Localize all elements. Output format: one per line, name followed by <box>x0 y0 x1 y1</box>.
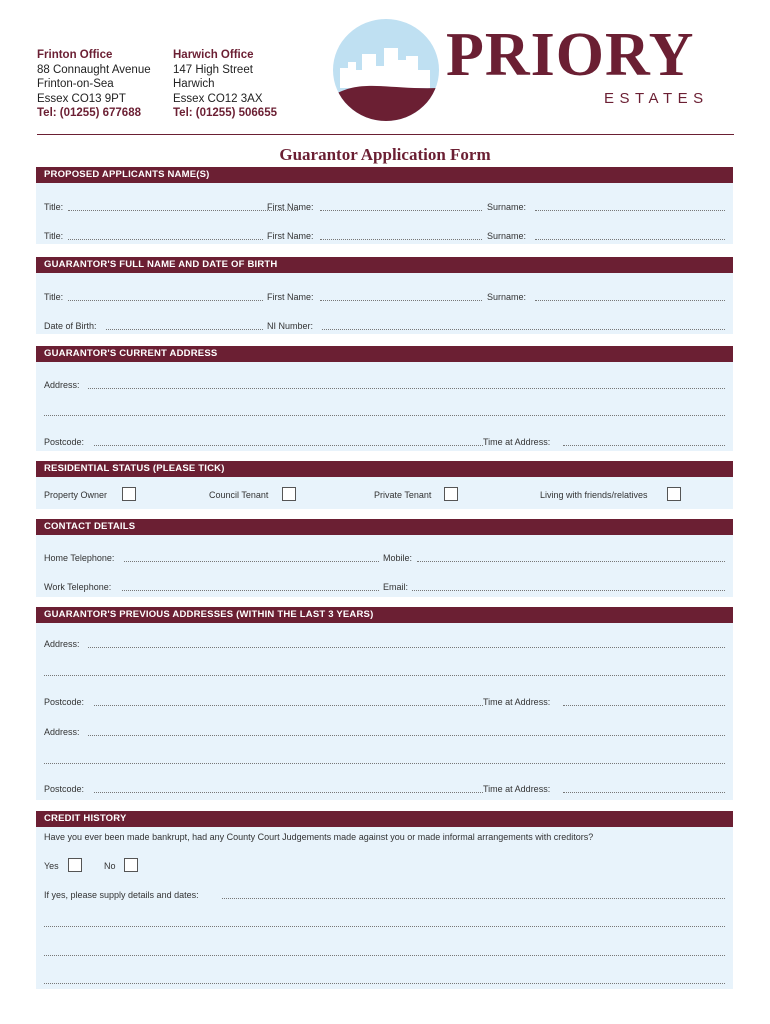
email-field[interactable] <box>412 590 725 591</box>
previous-time-1-field[interactable] <box>563 705 725 706</box>
previous-address-2-field[interactable] <box>88 735 725 736</box>
field-label: First Name: <box>267 292 314 302</box>
field-label: Postcode: <box>44 697 85 707</box>
office-address-line: 147 High Street <box>173 63 253 76</box>
first-name-field-2[interactable] <box>320 239 482 240</box>
field-label: Mobile: <box>383 553 413 563</box>
time-at-address-field[interactable] <box>563 445 725 446</box>
first-name-field-1[interactable] <box>320 210 482 211</box>
date-of-birth-field[interactable] <box>106 329 263 330</box>
harwich-office <box>173 48 277 121</box>
header-divider <box>37 134 734 135</box>
office-name: Frinton Office <box>37 49 113 61</box>
option-label: Private Tenant <box>374 490 432 500</box>
field-label: Postcode: <box>44 784 85 794</box>
office-address-line: Essex CO12 3AX <box>173 92 263 105</box>
office-address-line: Harwich <box>173 78 215 91</box>
form-title: Guarantor Application Form <box>279 145 491 164</box>
option-label: Council Tenant <box>209 490 269 500</box>
letterhead <box>0 0 770 140</box>
office-address-line: Essex CO13 9PT <box>37 92 126 105</box>
section-credit-history <box>36 811 733 989</box>
priory-logo-icon <box>332 18 440 122</box>
credit-details-line-2[interactable] <box>44 926 725 927</box>
section-header: PROPOSED APPLICANTS NAME(S) <box>36 167 733 183</box>
field-label: Date of Birth: <box>44 321 97 331</box>
option-label: No <box>104 861 116 871</box>
field-label: Postcode: <box>44 437 85 447</box>
option-label: Living with friends/relatives <box>540 490 648 500</box>
section-header: RESIDENTIAL STATUS (PLEASE TICK) <box>36 461 733 477</box>
credit-details-line-4[interactable] <box>44 983 725 984</box>
field-label: Surname: <box>487 292 527 302</box>
field-label: Title: <box>44 292 64 302</box>
field-label: First Name: <box>267 202 314 212</box>
credit-yes-checkbox[interactable] <box>68 858 82 872</box>
field-label: Home Telephone: <box>44 553 115 563</box>
council-tenant-checkbox[interactable] <box>282 487 296 501</box>
field-label: First Name: <box>267 231 314 241</box>
option-label: Property Owner <box>44 490 108 500</box>
private-tenant-checkbox[interactable] <box>444 487 458 501</box>
mobile-field[interactable] <box>417 561 725 562</box>
living-with-friends-checkbox[interactable] <box>667 487 681 501</box>
section-guarantor-name <box>36 257 733 334</box>
current-address-field-line-2[interactable] <box>44 415 725 416</box>
section-residential-status <box>36 461 733 509</box>
section-contact-details <box>36 519 733 597</box>
guarantor-surname-field[interactable] <box>535 300 725 301</box>
home-telephone-field[interactable] <box>124 561 379 562</box>
field-label: Title: <box>44 202 64 212</box>
postcode-field[interactable] <box>94 445 483 446</box>
credit-no-checkbox[interactable] <box>124 858 138 872</box>
field-label: Email: <box>383 582 409 592</box>
previous-postcode-2-field[interactable] <box>94 792 483 793</box>
field-label: Time at Address: <box>483 437 551 447</box>
field-label: Time at Address: <box>483 784 551 794</box>
previous-address-1-field[interactable] <box>88 647 725 648</box>
field-label: Address: <box>44 727 80 737</box>
office-telephone: Tel: (01255) 506655 <box>173 107 277 120</box>
section-header: GUARANTOR'S FULL NAME AND DATE OF BIRTH <box>36 257 733 273</box>
previous-address-1-line-2[interactable] <box>44 675 725 676</box>
credit-details-field[interactable] <box>222 898 725 899</box>
surname-field-1[interactable] <box>535 210 725 211</box>
previous-time-2-field[interactable] <box>563 792 725 793</box>
previous-postcode-1-field[interactable] <box>94 705 483 706</box>
current-address-field[interactable] <box>88 388 725 389</box>
field-label: Surname: <box>487 202 527 212</box>
field-label: Time at Address: <box>483 697 551 707</box>
office-address-line: Frinton-on-Sea <box>37 78 114 91</box>
field-label: Surname: <box>487 231 527 241</box>
option-label: Yes <box>44 861 59 871</box>
credit-question: Have you ever been made bankrupt, had any County Court Judgements made against you or made informal arrangements with creditors? <box>44 832 594 842</box>
field-label: Title: <box>44 231 64 241</box>
brand-name: PRIORY <box>446 21 695 89</box>
frinton-office <box>37 48 151 121</box>
title-field-2[interactable] <box>68 239 263 240</box>
section-header: CONTACT DETAILS <box>36 519 733 535</box>
guarantor-title-field[interactable] <box>68 300 263 301</box>
field-label: If yes, please supply details and dates: <box>44 890 199 900</box>
ni-number-field[interactable] <box>322 329 725 330</box>
section-proposed-applicants <box>36 167 733 244</box>
section-header: GUARANTOR'S PREVIOUS ADDRESSES (WITHIN THE LAST 3 YEARS) <box>36 607 733 623</box>
office-telephone: Tel: (01255) 677688 <box>37 107 141 120</box>
title-field-1[interactable] <box>68 210 298 211</box>
guarantor-first-name-field[interactable] <box>320 300 482 301</box>
office-address-line: 88 Connaught Avenue <box>37 63 151 76</box>
office-name: Harwich Office <box>173 49 254 61</box>
section-current-address <box>36 346 733 451</box>
field-label: Address: <box>44 639 80 649</box>
brand-subtitle: ESTATES <box>604 90 709 107</box>
field-label: Work Telephone: <box>44 582 112 592</box>
previous-address-2-line-2[interactable] <box>44 763 725 764</box>
property-owner-checkbox[interactable] <box>122 487 136 501</box>
section-header: CREDIT HISTORY <box>36 811 733 827</box>
surname-field-2[interactable] <box>535 239 725 240</box>
section-previous-addresses <box>36 607 733 800</box>
section-header: GUARANTOR'S CURRENT ADDRESS <box>36 346 733 362</box>
field-label: NI Number: <box>267 321 314 331</box>
field-label: Address: <box>44 380 80 390</box>
credit-details-line-3[interactable] <box>44 955 725 956</box>
work-telephone-field[interactable] <box>122 590 379 591</box>
